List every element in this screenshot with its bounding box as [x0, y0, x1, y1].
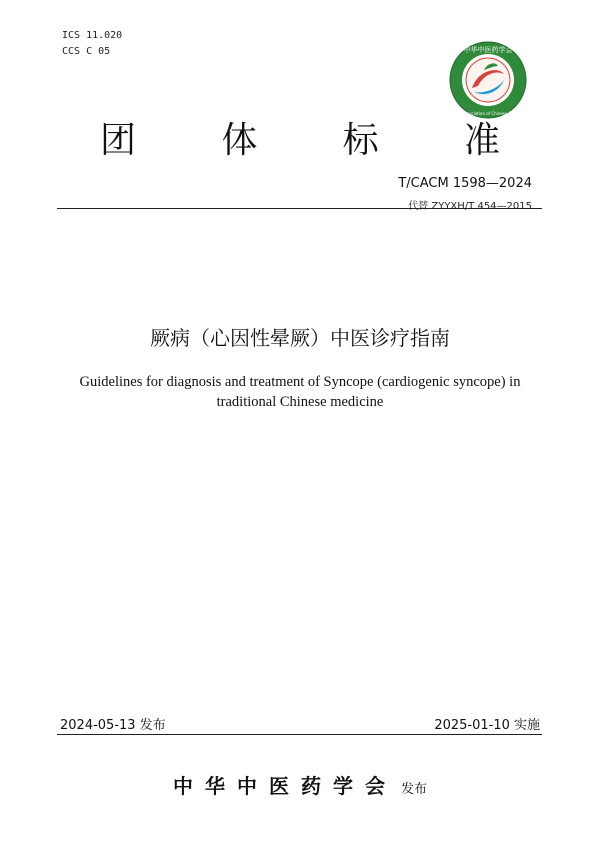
standard-type-char: 标	[342, 120, 379, 161]
association-seal-icon	[448, 40, 528, 120]
ccs-code: CCS C 05	[62, 46, 111, 57]
title-en-line: Guidelines for diagnosis and treatment of Syncope (cardiogenic syncope) in	[79, 374, 521, 390]
document-title-en	[70, 372, 530, 412]
publisher-org: 中华中医药学会	[172, 774, 397, 798]
footer-rule	[57, 734, 542, 735]
standard-number: T/CACM 1598—2024	[398, 176, 532, 191]
header-rule	[57, 208, 542, 209]
standard-type-char: 准	[463, 120, 500, 161]
standard-type-char: 体	[221, 120, 258, 161]
standard-type-char: 团	[100, 120, 137, 161]
replaces-standard: 代替 ZYYXH/T 454—2015	[408, 201, 532, 212]
document-title-cn: 厥病（心因性晕厥）中医诊疗指南	[150, 326, 450, 350]
issue-date: 2024-05-13 发布	[60, 718, 166, 733]
publisher	[0, 770, 600, 799]
ics-code: ICS 11.020	[62, 30, 123, 41]
seal-text-en: China Association of Chinese Medicine	[449, 111, 527, 116]
standard-type-title	[100, 112, 500, 163]
title-en-line: traditional Chinese medicine	[216, 394, 384, 410]
seal-text-cn: 中华中医药学会	[463, 46, 513, 54]
implementation-date: 2025-01-10 实施	[434, 718, 540, 733]
publisher-action: 发布	[400, 782, 427, 797]
